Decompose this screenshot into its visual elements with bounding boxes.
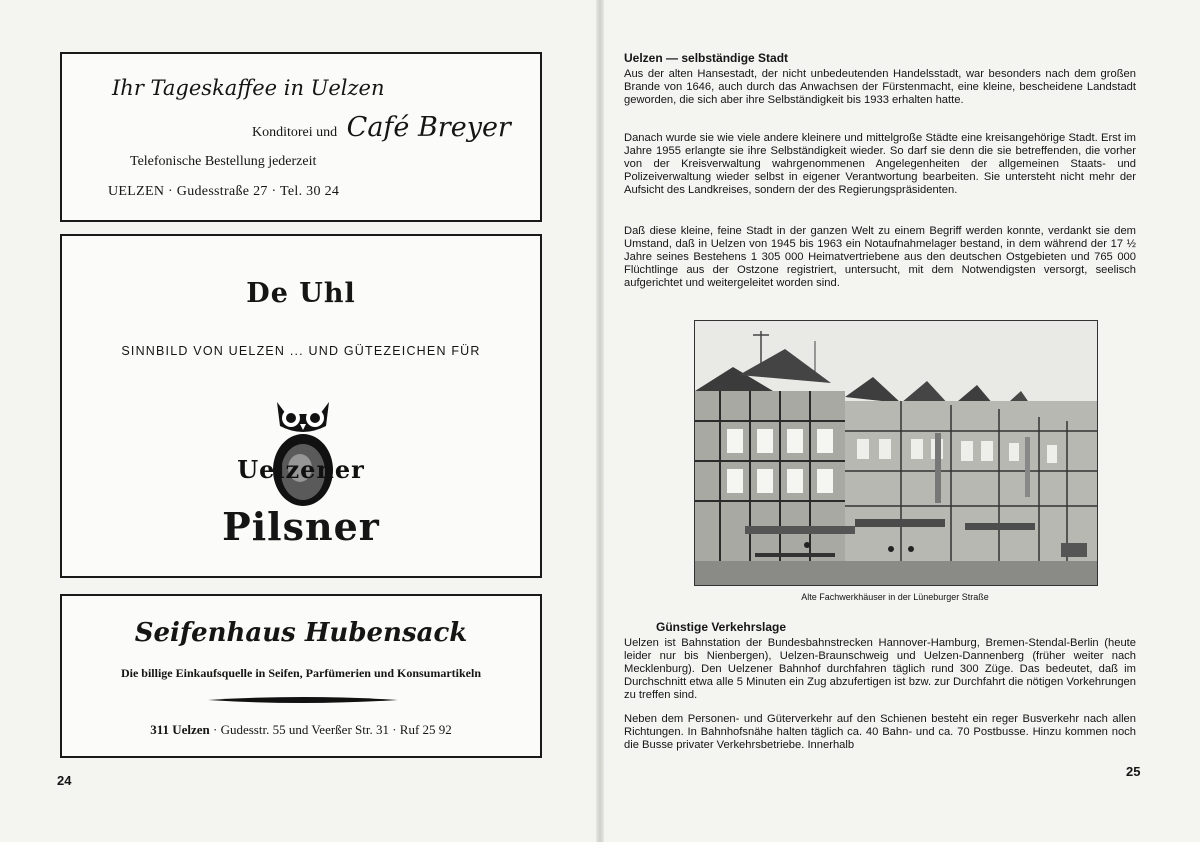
paragraph-5: Neben dem Personen- und Güterverkehr auf den Schienen besteht ein reger Busverkehr nach allen Richtungen. In Bahnhofsnähe halten täglich ca. 40 Bahn- und ca. 70 Postbusse. Hinzu kommen noch die Busse privater Verkehrsbetriebe. Innerhalb (624, 713, 1136, 751)
konditorei-label: Konditorei und (252, 125, 338, 140)
section-heading-verkehrslage: Günstige Verkehrslage (656, 620, 787, 634)
seifenhaus-subtitle: Die billige Einkaufsquelle in Seifen, Parfümerien und Konsumartikeln (120, 666, 482, 680)
photo-caption: Alte Fachwerkhäuser in der Lüneburger Straße (801, 592, 989, 602)
seifenhaus-ad (60, 594, 542, 758)
beer-brand: Uelzener (237, 455, 365, 484)
seifenhaus-title: Seifenhaus Hubensack (134, 618, 468, 648)
decorative-rule (208, 696, 398, 704)
seifenhaus-street: · Gudesstr. 55 und Veerßer Str. 31 · Ruf 25 92 (209, 722, 452, 737)
beer-product: Pilsner (222, 504, 380, 549)
seifenhaus-city: 311 Uelzen (150, 722, 210, 737)
cafe-breyer-ad (60, 52, 542, 222)
cafe-name: Café Breyer (346, 112, 511, 143)
half-timbered-houses-photo (694, 320, 1098, 586)
section-heading-selbstaendige-stadt: Uelzen — selbständige Stadt (624, 51, 789, 65)
right-page (600, 0, 1200, 842)
seifenhaus-address (62, 722, 540, 738)
cafe-phone-line: Telefonische Bestellung jederzeit (130, 154, 317, 169)
cafe-name-line (252, 112, 512, 143)
cafe-address: UELZEN · Gudesstraße 27 · Tel. 30 24 (108, 184, 340, 199)
paragraph-1: Aus der alten Hansestadt, der nicht unbedeutenden Handelsstadt, war besonders nach dem großen Brande von 1646, auch durch das Anwachsen der Fürstenmacht, eine kleine, bescheidene Landstadt geworden, die sich aber ihre Selbständigkeit bis 1933 erhalten hatte. (624, 68, 1136, 106)
beer-ad-title: De Uhl (246, 278, 356, 309)
page-number-right: 25 (1126, 764, 1141, 779)
owl-logo-icon (260, 388, 346, 508)
paragraph-2: Danach wurde sie wie viele andere kleinere und mittelgroße Städte eine kreisangehörige Stadt. Erst im Jahre 1955 erlangte sie ihre Selbständigkeit wieder. So darf sie denn die sie betreffenden, die vorher von der Kreisverwaltung wahrgenommenen Angelegenheiten der allgemeinen Staats- und Polizeiverwaltung wieder selbst in eigener Verantwortung bearbeiten. Sie untersteht nicht mehr der Aufsicht des Landkreises, sondern der des Regierungspräsidenten. (624, 132, 1136, 196)
beer-ad (60, 234, 542, 578)
cafe-tagline: Ihr Tageskaffee in Uelzen (112, 76, 385, 100)
paragraph-4: Uelzen ist Bahnstation der Bundesbahnstrecken Hannover-Hamburg, Bremen-Stendal-Berlin (heute leider nur bis Nienbergen), Uelzen-Braunschweig und Uelzen-Dannenberg (früher weiter nach Mecklenburg). Den Uelzener Bahnhof durchfahren täglich rund 300 Züge. Das bedeutet, daß im Durchschnitt etwa alle 5 Minuten ein Zug abzufertigen ist bzw. zur Durchfahrt die nötigen Vorkehrungen zu treffen sind. (624, 637, 1136, 701)
page-number-left: 24 (57, 773, 72, 788)
beer-ad-slogan: SINNBILD VON UELZEN ... UND GÜTEZEICHEN FÜR (121, 344, 481, 358)
paragraph-3: Daß diese kleine, feine Stadt in der ganzen Welt zu einem Begriff werden konnte, verdankt sie dem Umstand, daß in Uelzen von 1945 bis 1963 ein Notaufnahmelager bestand, in dem während der 17 ½ Jahre seines Bestehens 1 305 000 Heimatvertriebene aus den deutschen Ostgebieten und 765 000 Flüchtlinge aus der Ostzone registriert, untersucht, mit dem Notwendigsten versorgt, seelisch aufgerichtet und weitergeleitet worden sind. (624, 225, 1136, 289)
